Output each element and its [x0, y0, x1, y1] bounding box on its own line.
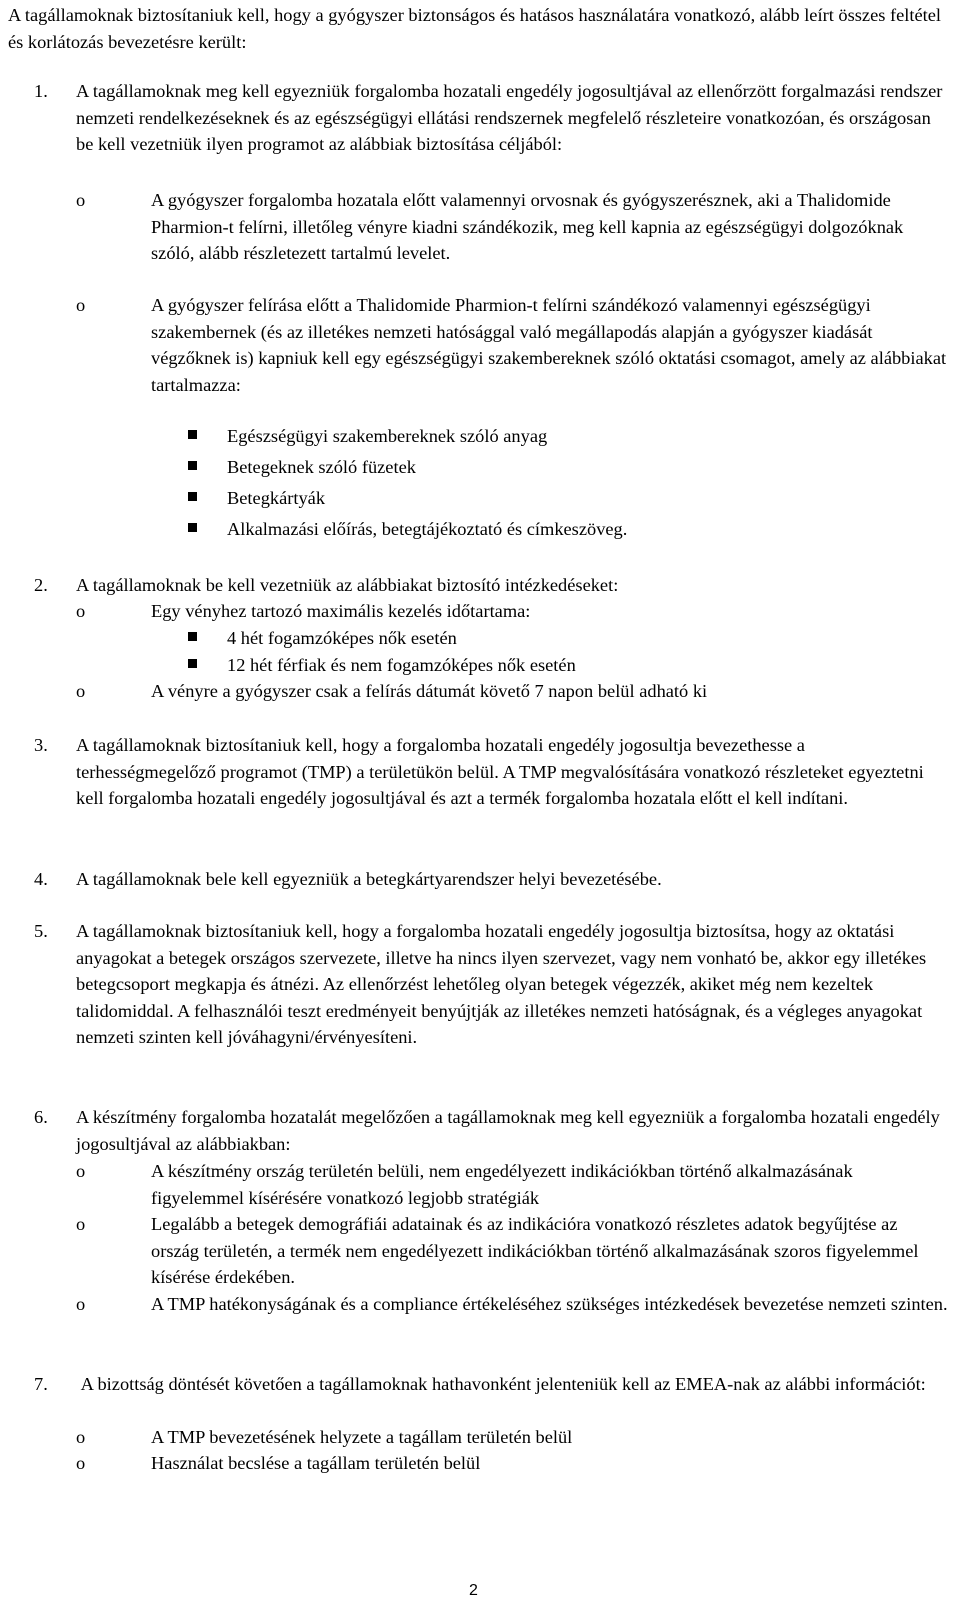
sub-item-text: Legalább a betegek demográfiái adatainak és az indikációra vonatkozó részletes adatok begyűjtése az ország területén, a termék nem engedélyezett indikációkban történő alkalmazásának szoros figyelemmel kísérése érdekében.: [151, 1214, 919, 1288]
item-number: 6.: [34, 1107, 48, 1127]
bullet-item-text: Egészségügyi szakembereknek szóló anyag: [227, 426, 548, 446]
sub-bullet-marker: o: [76, 1427, 86, 1447]
item-number: 4.: [34, 869, 48, 889]
item-text: A tagállamoknak biztosítaniuk kell, hogy a forgalomba hozatali engedély jogosultja biztosítsa, hogy az oktatási anyagokat a betegek országos szervezete, illetve ha nincs ilyen szervezet, vagy nem vonható be, akkor egy illetékes betegcsoport megkapja és átnézi. Az ellenőrzést lehetőleg olyan betegek végezzék, akiket még nem kezeltek talidomiddal. A felhasználói teszt eredményeit benyújtják az illetékes nemzeti hatóságnak, és a végleges anyagokat nemzeti szinten kell jóváhagyni/érvényesíteni.: [76, 921, 927, 1048]
item-number: 2.: [34, 575, 48, 595]
item-text: A készítmény forgalomba hozatalát megelőzően a tagállamoknak meg kell egyezniük a forgalomba hozatali engedély jogosultjával az alábbiakban:: [76, 1107, 940, 1154]
square-bullet-icon: [188, 430, 197, 439]
sub-item-text: Használat becslése a tagállam területén belül: [151, 1453, 481, 1473]
bullet-item-text: Betegeknek szóló füzetek: [227, 457, 416, 477]
sub-bullet-marker: o: [76, 1161, 86, 1181]
item-number: 1.: [34, 81, 48, 101]
item-text: A tagállamoknak biztosítaniuk kell, hogy a forgalomba hozatali engedély jogosultja bevezethesse a terhességmegelőző programot (TMP) a területükön belül. A TMP megvalósítására vonatkozó részleteket egyeztetni kell forgalomba hozatali engedély jogosultjával és azt a termék forgalomba hozatala előtt el kell indítani.: [76, 735, 924, 809]
sub-item-text: A készítmény ország területén belüli, nem engedélyezett indikációkban történő alkalmazásának figyelemmel kísérésére vonatkozó legjobb stratégiák: [151, 1161, 853, 1208]
item-number: 3.: [34, 735, 48, 755]
bullet-item-text: 12 hét férfiak és nem fogamzóképes nők esetén: [227, 655, 576, 675]
item-text: A bizottság döntését követően a tagállamoknak hathavonként jelenteniük kell az EMEA-nak az alábbi információt:: [76, 1374, 926, 1394]
sub-bullet-marker: o: [76, 1453, 86, 1473]
square-bullet-icon: [188, 461, 197, 470]
square-bullet-icon: [188, 659, 197, 668]
page-number: 2: [469, 1582, 478, 1599]
item-text: A tagállamoknak bele kell egyezniük a betegkártyarendszer helyi bevezetésébe.: [76, 869, 662, 889]
item-text: A tagállamoknak be kell vezetniük az alábbiakat biztosító intézkedéseket:: [76, 575, 619, 595]
sub-bullet-marker: o: [76, 1294, 86, 1314]
sub-item-text: A TMP bevezetésének helyzete a tagállam területén belül: [151, 1427, 573, 1447]
bullet-item-text: 4 hét fogamzóképes nők esetén: [227, 628, 457, 648]
sub-item-text: A TMP hatékonyságának és a compliance értékeléséhez szükséges intézkedések bevezetése nemzeti szinten.: [151, 1294, 948, 1314]
square-bullet-icon: [188, 632, 197, 641]
sub-bullet-marker: o: [76, 681, 86, 701]
bullet-item-text: Alkalmazási előírás, betegtájékoztató és címkeszöveg.: [227, 519, 628, 539]
item-number: 7.: [34, 1374, 48, 1394]
item-text: A tagállamoknak meg kell egyezniük forgalomba hozatali engedély jogosultjával az ellenőrzött forgalmazási rendszer nemzeti rendelkezéseknek és az egészségügyi ellátási rendszernek megfelelő részleteire vonatkozóan, és országosan be kell vezetniük ilyen programot az alábbiak biztosítása céljából:: [76, 81, 943, 155]
bullet-item-text: Betegkártyák: [227, 488, 326, 508]
sub-item-text: A gyógyszer forgalomba hozatala előtt valamennyi orvosnak és gyógyszerésznek, aki a Thalidomide Pharmion-t felírni, illetőleg vényre kiadni szándékozik, meg kell kapnia az egészségügyi dolgozóknak szóló, alább részletezett tartalmú levelet.: [151, 190, 904, 264]
sub-item-text: A vényre a gyógyszer csak a felírás dátumát követő 7 napon belül adható ki: [151, 681, 708, 701]
sub-bullet-marker: o: [76, 1214, 86, 1234]
sub-item-text: A gyógyszer felírása előtt a Thalidomide Pharmion-t felírni szándékozó valamennyi egészségügyi szakembernek (és az illetékes nemzeti hatósággal való megállapodás alapján a gyógyszer kiadását végzőknek is) kapniuk kell egy egészségügyi szakembereknek szóló oktatási csomagot, amely az alábbiakat tartalmazza:: [151, 295, 947, 395]
sub-item-text: Egy vényhez tartozó maximális kezelés időtartama:: [151, 601, 531, 621]
intro-paragraph: A tagállamoknak biztosítaniuk kell, hogy a gyógyszer biztonságos és hatásos használatára vonatkozó, alább leírt összes feltétel és korlátozás bevezetésre került:: [8, 5, 942, 52]
sub-bullet-marker: o: [76, 295, 86, 315]
square-bullet-icon: [188, 523, 197, 532]
square-bullet-icon: [188, 492, 197, 501]
item-number: 5.: [34, 921, 48, 941]
sub-bullet-marker: o: [76, 190, 86, 210]
sub-bullet-marker: o: [76, 601, 86, 621]
